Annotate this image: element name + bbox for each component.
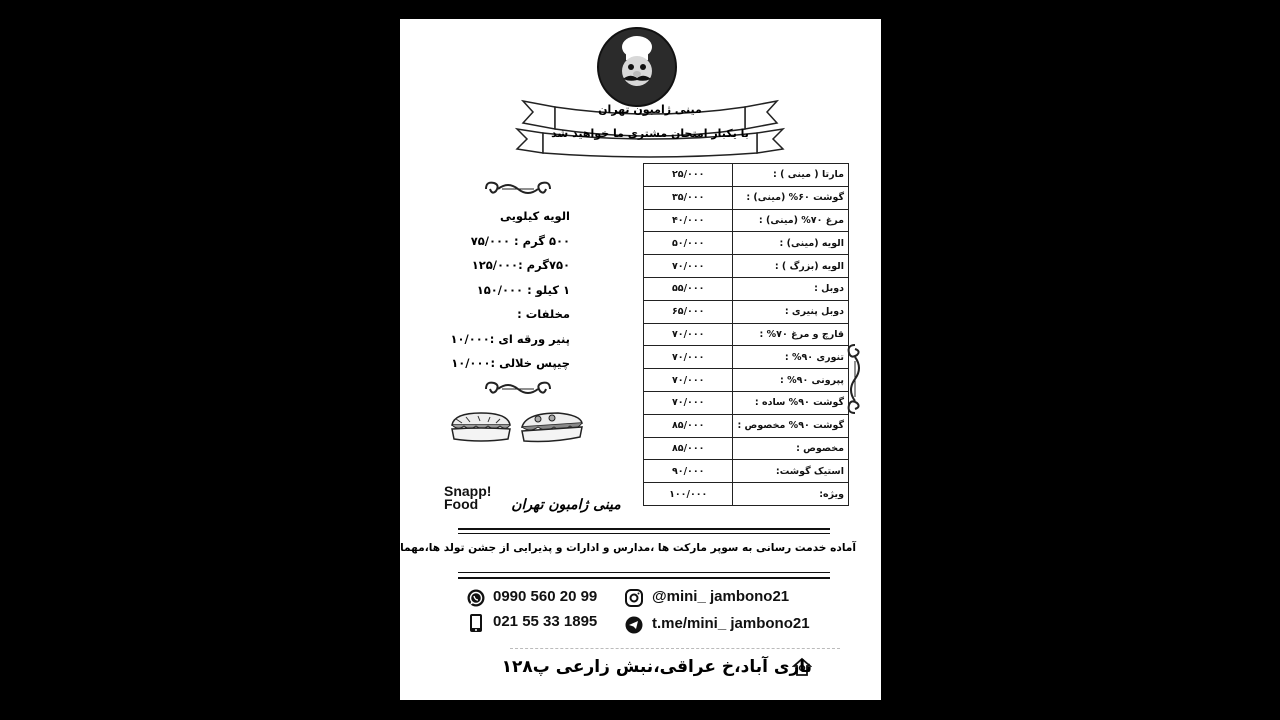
menu-item-name: الویه (مینی) : — [733, 232, 849, 255]
olivier-title: الویه کیلویی — [499, 209, 570, 223]
phone-icon — [469, 613, 487, 631]
divider — [458, 533, 830, 534]
menu-item-name: گوشت ۹۰% مخصوص : — [733, 414, 849, 437]
instagram-handle[interactable]: @mini_ jambono21 — [652, 588, 790, 605]
menu-price: ۵۰/۰۰۰ — [644, 232, 733, 255]
menu-item-name: مرغ ۷۰% (مینی) : — [733, 209, 849, 232]
menu-price: ۶۵/۰۰۰ — [644, 300, 733, 323]
olivier-line: پنیر ورقه ای :۱۰/۰۰۰ — [450, 331, 570, 346]
menu-row — [644, 277, 849, 300]
menu-row — [644, 414, 849, 437]
olivier-line: ۷۵۰گرم :۱۲۵/۰۰۰ — [471, 258, 570, 272]
menu-price: ۹۰/۰۰۰ — [644, 460, 733, 483]
menu-row — [644, 391, 849, 414]
divider — [458, 572, 830, 573]
menu-price: ۳۵/۰۰۰ — [644, 186, 733, 209]
menu-price: ۸۵/۰۰۰ — [644, 414, 733, 437]
menu-item-name: دوبل : — [733, 277, 849, 300]
menu-price: ۴۰/۰۰۰ — [644, 209, 733, 232]
brand-title: مینی ژامبون تهران — [598, 103, 702, 116]
ornament-side — [845, 341, 865, 417]
menu-price: ۷۰/۰۰۰ — [644, 323, 733, 346]
service-text: آماده خدمت رسانی به سوپر مارکت ها ،مدارس و ادارات و پذیرایی از جشن تولد ها،مهمانی ها و مراسم شما هستیم — [256, 542, 856, 554]
olivier-line: ۱ کیلو : ۱۵۰/۰۰۰ — [476, 282, 570, 297]
menu-item-name: تنوری ۹۰% : — [733, 346, 849, 369]
sandwich-icon — [448, 409, 514, 449]
slogan-text: با یکبار امتحان مشتری ما خواهید شد — [551, 127, 749, 140]
menu-item-name: الویه (بزرگ ) : — [733, 255, 849, 278]
menu-price: ۷۰/۰۰۰ — [644, 346, 733, 369]
menu-item-name: گوشت ۶۰% (مینی) : — [733, 186, 849, 209]
menu-flyer — [256, 19, 881, 700]
price-table — [643, 163, 849, 506]
olivier-line: مخلفات : — [517, 307, 570, 321]
ornament-bottom — [482, 379, 554, 404]
divider — [510, 648, 840, 649]
menu-item-name: قارچ و مرغ ۷۰% : — [733, 323, 849, 346]
menu-row — [644, 346, 849, 369]
menu-price: ۸۵/۰۰۰ — [644, 437, 733, 460]
menu-price: ۲۵/۰۰۰ — [644, 164, 733, 187]
olivier-line: چیپس خلالی :۱۰/۰۰۰ — [451, 356, 570, 370]
brand-footer: مینی ژامبون تهران — [511, 497, 621, 513]
divider — [458, 577, 830, 579]
olivier-section — [450, 204, 570, 376]
menu-row — [644, 300, 849, 323]
whatsapp-icon — [467, 589, 485, 607]
menu-item-name: دوبل پنیری : — [733, 300, 849, 323]
menu-price: ۷۰/۰۰۰ — [644, 391, 733, 414]
telegram-link[interactable]: t.me/mini_ jambono21 — [652, 615, 810, 632]
ornament-top — [482, 179, 554, 204]
snapp-text: Snapp! — [444, 483, 492, 499]
menu-item-name: مخصوص : — [733, 437, 849, 460]
food-text: Food — [444, 496, 479, 512]
telegram-icon — [625, 616, 643, 634]
menu-price: ۱۰۰/۰۰۰ — [644, 483, 733, 506]
olivier-line: ۵۰۰ گرم : ۷۵/۰۰۰ — [470, 233, 570, 248]
chef-logo — [597, 27, 677, 107]
menu-row — [644, 460, 849, 483]
whatsapp-number[interactable]: 0990 560 20 99 — [493, 588, 598, 605]
menu-row — [644, 255, 849, 278]
menu-price: ۵۵/۰۰۰ — [644, 277, 733, 300]
menu-row — [644, 437, 849, 460]
menu-price: ۷۰/۰۰۰ — [644, 255, 733, 278]
menu-item-name: پپرونی ۹۰% : — [733, 369, 849, 392]
slogan-banner — [515, 99, 785, 159]
menu-row — [644, 483, 849, 506]
instagram-icon — [625, 589, 643, 607]
menu-item-name: مارتا ( مینی ) : — [733, 164, 849, 187]
phone-number[interactable]: 021 55 33 1895 — [493, 613, 598, 630]
menu-item-name: استیک گوشت: — [733, 460, 849, 483]
divider — [458, 528, 830, 530]
sandwich-icon — [518, 409, 586, 449]
menu-row — [644, 209, 849, 232]
snappfood-logo — [444, 485, 491, 511]
menu-item-name: گوشت ۹۰% ساده : — [733, 391, 849, 414]
address-text: نازی آباد،خ عراقی،نبش زارعی پ۱۲۸ — [501, 657, 812, 677]
menu-row — [644, 232, 849, 255]
menu-row — [644, 186, 849, 209]
menu-item-name: ویژه: — [733, 483, 849, 506]
menu-price: ۷۰/۰۰۰ — [644, 369, 733, 392]
menu-row — [644, 323, 849, 346]
menu-row — [644, 164, 849, 187]
menu-row — [644, 369, 849, 392]
